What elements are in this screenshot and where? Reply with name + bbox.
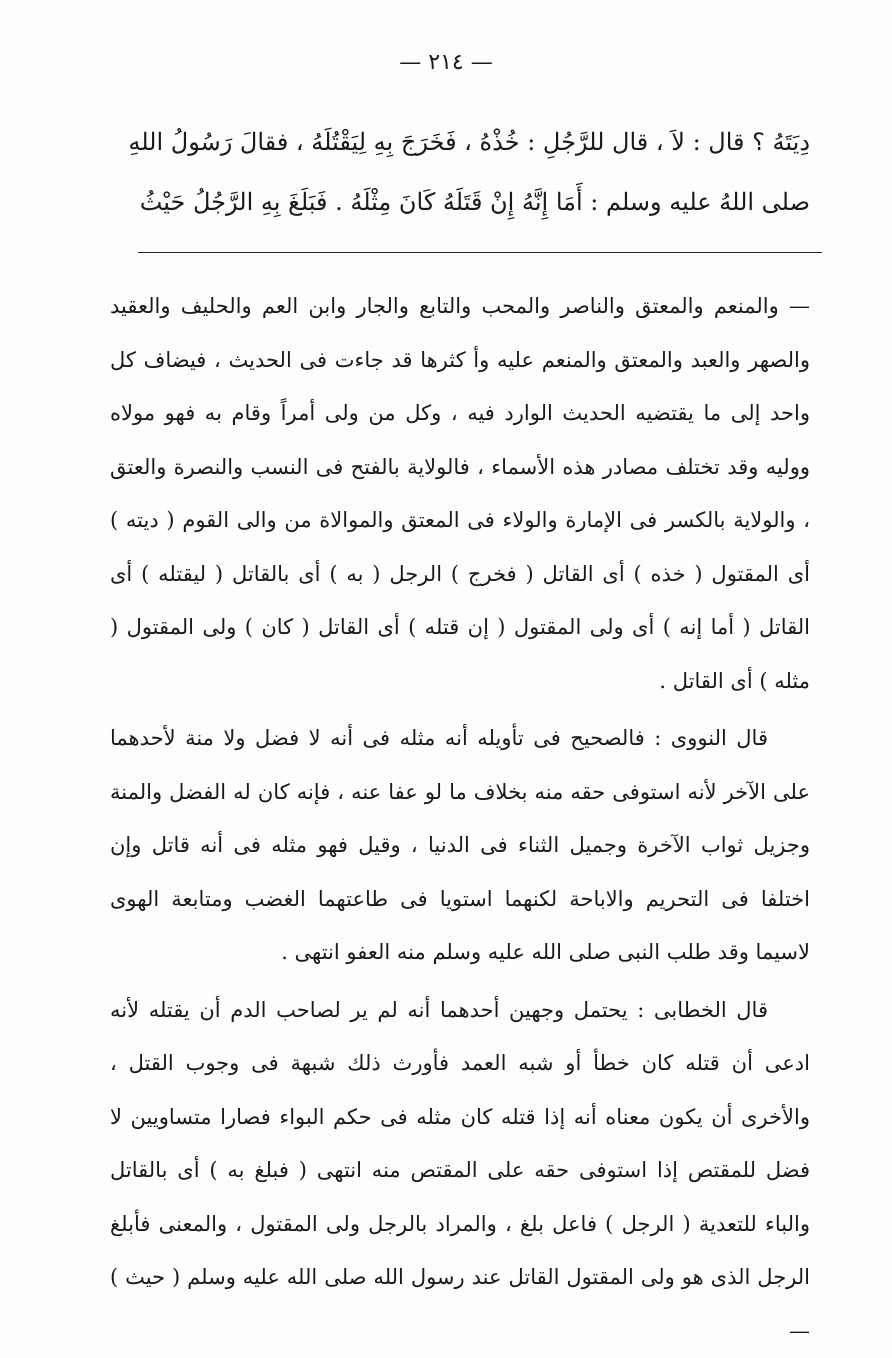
commentary-paragraph: قال الخطابى : يحتمل وجهين أحدهما أنه لم ير لصاحب الدم أن يقتله لأنه ادعى أن قتله كان خطأ أو شبه العمد فأورث ذلك شبهة فى وجوب القتل ، والأخرى أن يكون معناه أنه إذا قتله كان مثله فى حكم البواء فصارا متساويين لا فضل للمقتص إذا استوفى حقه على المقتص منه انتهى ( فبلغ به ) أى بالقاتل والباء للتعدية ( الرجل ) فاعل بلغ ، والمراد بالرجل ولى المقتول ، والمعنى فأبلغ الرجل الذى هو ولى المقتول القاتل عند رسول الله صلى الله عليه وسلم ( حيث ) — bbox=[110, 984, 810, 1358]
page-number: — ٢١٤ — bbox=[0, 50, 892, 75]
hadith-line: دِيَتَهُ ؟ قال : لاَ ، قال للرَّجُلِ : خُذْهُ ، فَخَرَجَ بِهِ لِيَقْتُلَهُ ، فقالَ رَسُولُ اللهِ bbox=[110, 112, 810, 172]
hadith-text bbox=[110, 112, 810, 232]
commentary-paragraph: قال النووى : فالصحيح فى تأويله أنه مثله فى أنه لا فضل ولا منة لأحدهما على الآخر لأنه استوفى حقه منه بخلاف ما لو عفا عنه ، فإنه كان له الفضل والمنة وجزيل ثواب الآخرة وجميل الثناء فى الدنيا ، وقيل فهو مثله فى أنه قاتل وإن اختلفا فى التحريم والاباحة لكنهما استويا فى طاعتهما الغضب ومتابعة الهوى لاسيما وقد طلب النبى صلى الله عليه وسلم منه العفو انتهى . bbox=[110, 712, 810, 980]
commentary-text bbox=[110, 280, 810, 1358]
hadith-line: صلى اللهُ عليه وسلم : أَمَا إِنَّهُ إِنْ قَتَلَهُ كَانَ مِثْلَهُ . فَبَلَغَ بِهِ الرَّجُلُ حَيْثُ bbox=[110, 172, 810, 232]
commentary-paragraph: — والمنعم والمعتق والناصر والمحب والتابع والجار وابن العم والحليف والعقيد والصهر والعبد والمعتق والمنعم عليه وأ كثرها قد جاءت فى الحديث ، فيضاف كل واحد إلى ما يقتضيه الحديث الوارد فيه ، وكل من ولى أمراً وقام به فهو مولاه ووليه وقد تختلف مصادر هذه الأسماء ، فالولاية بالفتح فى النسب والنصرة والعتق ، والولاية بالكسر فى الإمارة والولاء فى المعتق والموالاة من والى القوم ( ديته ) أى المقتول ( خذه ) أى القاتل ( فخرج ) الرجل ( به ) أى بالقاتل ( ليقتله ) أى القاتل ( أما إنه ) أى ولى المقتول ( إن قتله ) أى القاتل ( كان ) ولى المقتول ( مثله ) أى القاتل . bbox=[110, 280, 810, 708]
footnote-divider bbox=[138, 252, 822, 253]
